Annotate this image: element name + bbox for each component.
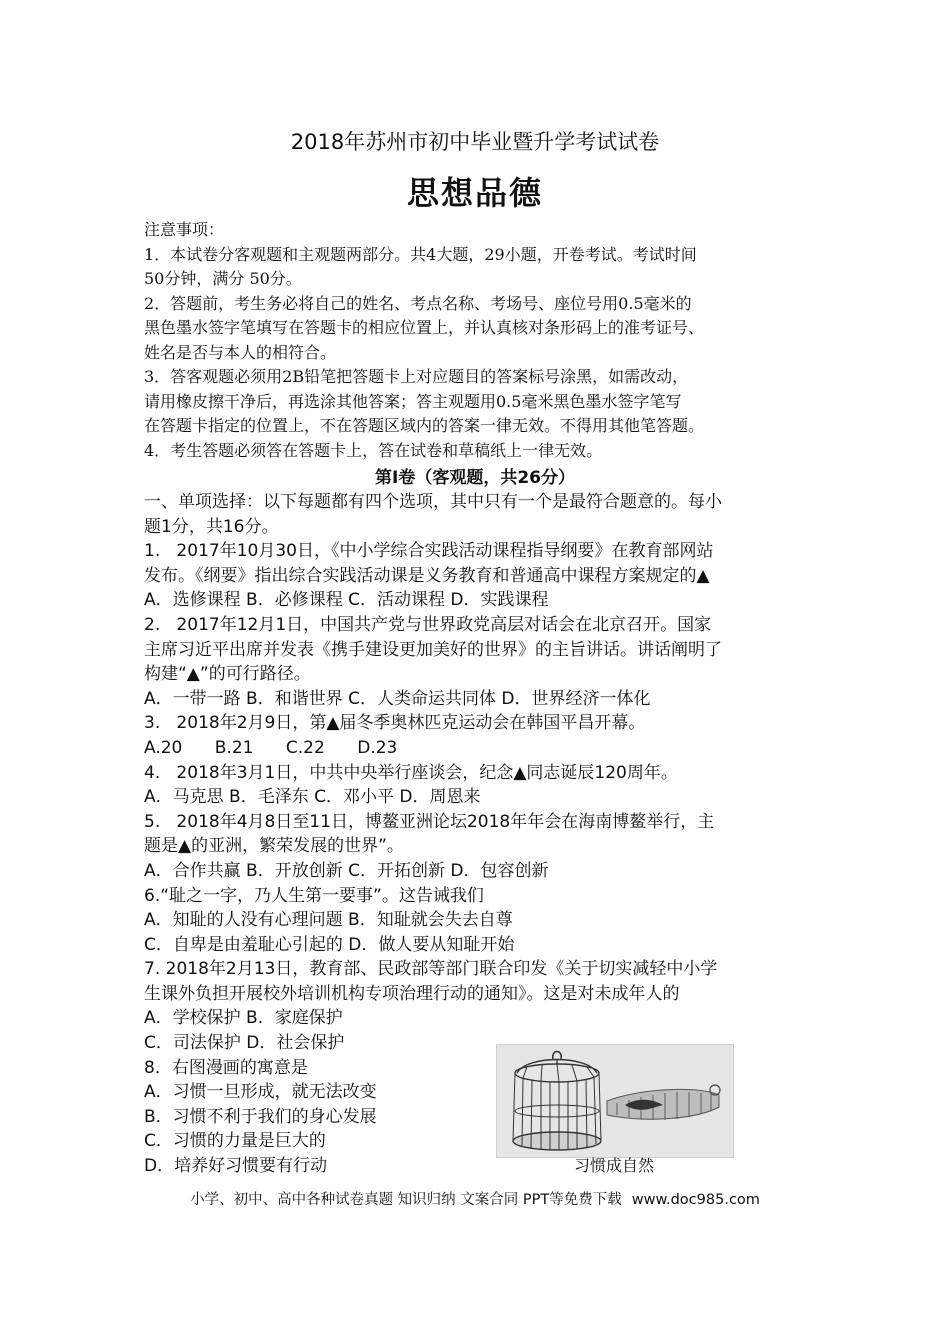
exam-title: 2018年苏州市初中毕业暨升学考试试卷 <box>290 130 660 154</box>
cage-hook <box>553 1052 561 1060</box>
notes-line: 2．答题前，考生务必将自己的姓名、考点名称、考场号、座位号用0.5毫米的 <box>144 293 692 313</box>
question-line: 构建“▲”的可行路径。 <box>144 664 311 685</box>
question-line: 发布。《纲要》指出综合实践活动课是义务教育和普通高中课程方案规定的▲ <box>144 565 710 586</box>
question-line: A．合作共赢 B．开放创新 C．开拓创新 D．包容创新 <box>144 860 549 881</box>
question-line: A．一带一路 B．和谐世界 C．人类命运共同体 D．世界经济一体化 <box>144 688 651 709</box>
question-line: A.20 B.21 C.22 D.23 <box>144 737 398 758</box>
question-line: A．马克思 B．毛泽东 C．邓小平 D．周恩来 <box>144 787 481 808</box>
notes-heading: 注意事项： <box>144 220 225 239</box>
question-line: 2. 2017年12月1日，中国共产党与世界政党高层对话会在北京召开。国家 <box>144 614 712 635</box>
question-line: 主席习近平出席并发表《携手建设更加美好的世界》的主旨讲话。讲话阐明了 <box>144 639 722 660</box>
subject-title: 思想品德 <box>406 174 543 212</box>
birdcage-cartoon <box>497 1045 733 1157</box>
cage-base <box>513 1132 601 1150</box>
notes-line: 4．考生答题必须答在答题卡上，答在试卷和草稿纸上一律无效。 <box>144 440 603 460</box>
question-line: 8．右图漫画的寓意是 <box>144 1057 308 1078</box>
notes-line: 50分钟，满分 50分。 <box>144 269 302 288</box>
notes-section <box>144 218 814 463</box>
cartoon-figure <box>496 1044 734 1158</box>
question-line: B．习惯不利于我们的身心发展 <box>144 1106 377 1127</box>
question-line: C．自卑是由羞耻心引起的 D．做人要从知耻开始 <box>144 934 515 955</box>
notes-line: 1．本试卷分客观题和主观题两部分。共4大题，29小题，开卷考试。考试时间 <box>144 244 697 264</box>
question-line: 题1分，共16分。 <box>144 516 279 537</box>
page-footer <box>0 1190 950 1210</box>
question-line: 3. 2018年2月9日，第▲届冬季奥林匹克运动会在韩国平昌开幕。 <box>144 713 646 734</box>
question-line: 1. 2017年10月30日，《中小学综合实践活动课程指导纲要》在教育部网站 <box>144 541 714 562</box>
notes-line: 请用橡皮擦干净后，再选涂其他答案；答主观题用0.5毫米黑色墨水签字笔写 <box>144 391 682 411</box>
figure-caption: 习惯成自然 <box>573 1156 654 1175</box>
section-heading: 第Ⅰ卷（客观题，共26分） <box>375 468 575 488</box>
question-line: A．学校保护 B．家庭保护 <box>144 1008 343 1029</box>
question-line: 一、单项选择：以下每题都有四个选项，其中只有一个是最符合题意的。每小 <box>144 492 722 512</box>
question-line: A．选修课程 B．必修课程 C．活动课程 D．实践课程 <box>144 590 549 611</box>
question-line: C．习惯的力量是巨大的 <box>144 1131 326 1152</box>
notes-line: 黑色墨水签字笔填写在答题卡的相应位置上，并认真核对条形码上的准考证号、 <box>144 318 705 337</box>
question-line: 题是▲的亚洲，繁荣发展的世界”。 <box>144 836 404 857</box>
question-line: 5. 2018年4月8日至11日，博鳌亚洲论坛2018年年会在海南博鳌举行，主 <box>144 811 715 832</box>
question-line: C．司法保护 D．社会保护 <box>144 1033 345 1054</box>
footer-text: 小学、初中、高中各种试卷真题 知识归纳 文案合同 PPT等免费下载 <box>190 1192 622 1208</box>
cage-shadow <box>607 1089 719 1119</box>
footer-site[interactable]: www.doc985.com <box>631 1192 760 1208</box>
notes-line: 姓名是否与本人的相符合。 <box>144 342 337 362</box>
notes-line: 3．答客观题必须用2B铅笔把答题卡上对应题目的答案标号涂黑，如需改动， <box>144 367 689 386</box>
question-line: D．培养好习惯要有行动 <box>144 1156 328 1177</box>
notes-line: 在答题卡指定的位置上，不在答题区域内的答案一律无效。不得用其他笔答题。 <box>144 416 705 435</box>
question-line: 生课外负担开展校外培训机构专项治理行动的通知》。这是对未成年人的 <box>144 983 680 1004</box>
question-line: 6.“耻之一字，乃人生第一要事”。这告诫我们 <box>144 885 484 906</box>
question-line: A．知耻的人没有心理问题 B．知耻就会失去自尊 <box>144 910 513 931</box>
question-line: A．习惯一旦形成，就无法改变 <box>144 1082 377 1103</box>
question-line: 7. 2018年2月13日，教育部、民政部等部门联合印发《关于切实减轻中小学 <box>144 959 718 980</box>
question-line: 4. 2018年3月1日，中共中央举行座谈会，纪念▲同志诞辰120周年。 <box>144 762 678 783</box>
